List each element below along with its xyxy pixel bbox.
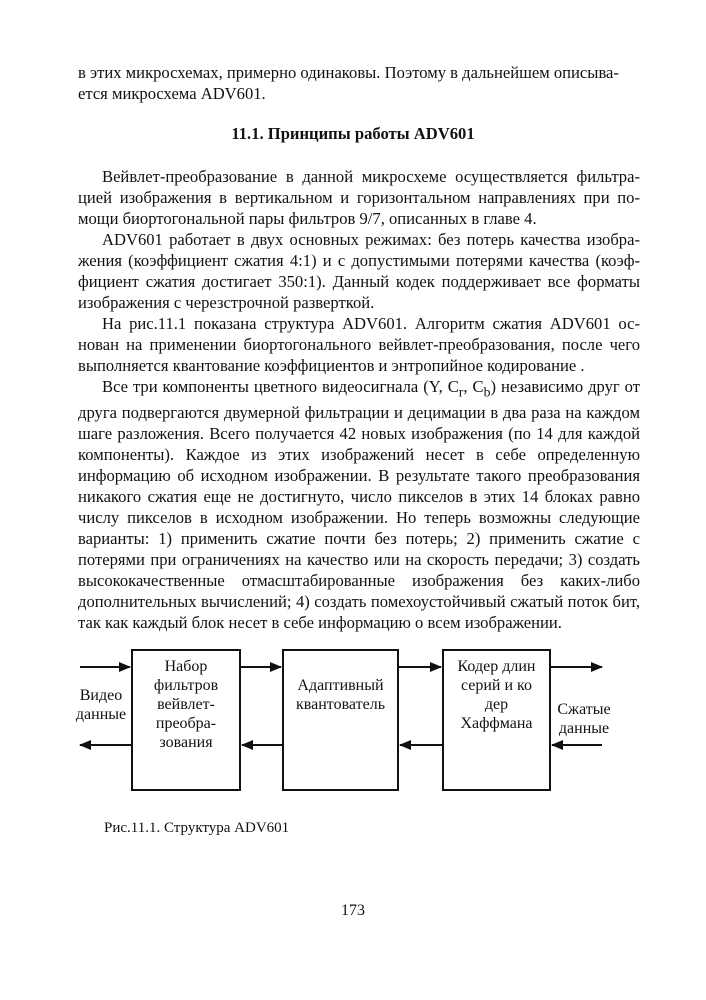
- subscript-r: r: [458, 384, 464, 400]
- filter-bank-line-5: зования: [159, 734, 213, 751]
- input-label-line-1: Видео: [79, 687, 123, 704]
- filter-bank-label: [134, 657, 238, 752]
- huffman-coder-line-4: Хаффмана: [460, 715, 533, 732]
- intro-line-2: ется микросхема ADV601.: [78, 84, 266, 103]
- paragraph-3: На рис.11.1 показана структура ADV601. Алгоритм сжатия ADV601 основан на применении биортогонального вейвлет-преобразования, после чего выполняется квантование коэффициентов и энтропийное кодирование .: [78, 314, 640, 375]
- quantizer-line-2: квантователь: [296, 696, 385, 713]
- output-label-line-1: Сжатые: [557, 701, 611, 718]
- section-body: [78, 166, 640, 633]
- intro-line-1: в этих микросхемах, примерно одинаковы. Поэтому в дальнейшем описыва-: [78, 63, 619, 82]
- input-label: [70, 686, 132, 724]
- page-number: 173: [341, 902, 365, 919]
- block-diagram: [0, 630, 706, 800]
- huffman-coder-line-3: дер: [484, 696, 509, 713]
- intro-paragraph: [78, 62, 640, 104]
- filter-bank-line-1: Набор: [164, 658, 208, 675]
- huffman-coder-line-1: Кодер длин: [457, 658, 536, 675]
- paragraph-4-before: Все три компоненты цветного видеосигнала (Y, C: [102, 377, 459, 396]
- huffman-coder-label: [444, 657, 549, 733]
- quantizer-label: [285, 676, 396, 714]
- filter-bank-line-2: фильтров: [153, 677, 219, 694]
- subscript-b: b: [483, 384, 491, 400]
- output-label: [552, 700, 616, 738]
- output-label-line-2: данные: [558, 720, 610, 737]
- filter-bank-line-3: вейвлет-: [157, 696, 215, 713]
- filter-bank-line-4: преобра-: [155, 715, 217, 732]
- huffman-coder-line-2: серий и ко: [460, 677, 533, 694]
- paragraph-4-mid: , C: [463, 377, 484, 396]
- paragraph-4: [78, 376, 640, 633]
- quantizer-block: [283, 650, 398, 790]
- section-heading: 11.1. Принципы работы ADV601: [231, 124, 475, 143]
- figure-caption: Рис.11.1. Структура ADV601: [104, 820, 290, 836]
- quantizer-line-1: Адаптивный: [297, 677, 384, 694]
- input-label-line-2: данные: [75, 706, 127, 723]
- paragraph-2: ADV601 работает в двух основных режимах: без потерь качества изображения (коэффициент сжатия 4:1) и с допустимыми потерями качества (коэффициент сжатия достигает 350:1). Данный кодек поддерживает все форматы изображения с черезстрочной разверткой.: [78, 230, 640, 312]
- paragraph-1: Вейвлет-преобразование в данной микросхеме осуществляется фильтрацией изображения в вертикальном и горизонтальном направлениях при помощи биортогональной пары фильтров 9/7, описанных в главе 4.: [78, 167, 640, 228]
- paragraph-4-after: ) независимо друг от друга подвергаются двумерной фильтрации и децимации в два раза на каждом шаге разложения. Всего получается 42 новых изображения (по 14 для каждой компоненты). Каждое из этих изображений несет в себе определенную информацию об исходном изображении. В результате такого преобразования никакого сжатия еще не достигнуто, число пикселов в этих 14 блоках равно числу пикселов в исходном изображении. Но теперь возможны следующие варианты: 1) применить сжатие почти без потерь; 2) применить сжатие с потерями при ограничениях на качество или на скорость передачи; 3) создать высококачественные отмасштабированные изображения без каких-либо дополнительных вычислений; 4) создать помехоустойчивый сжатый поток бит, так как каждый блок несет в себе информацию о всем изображении.: [78, 377, 640, 633]
